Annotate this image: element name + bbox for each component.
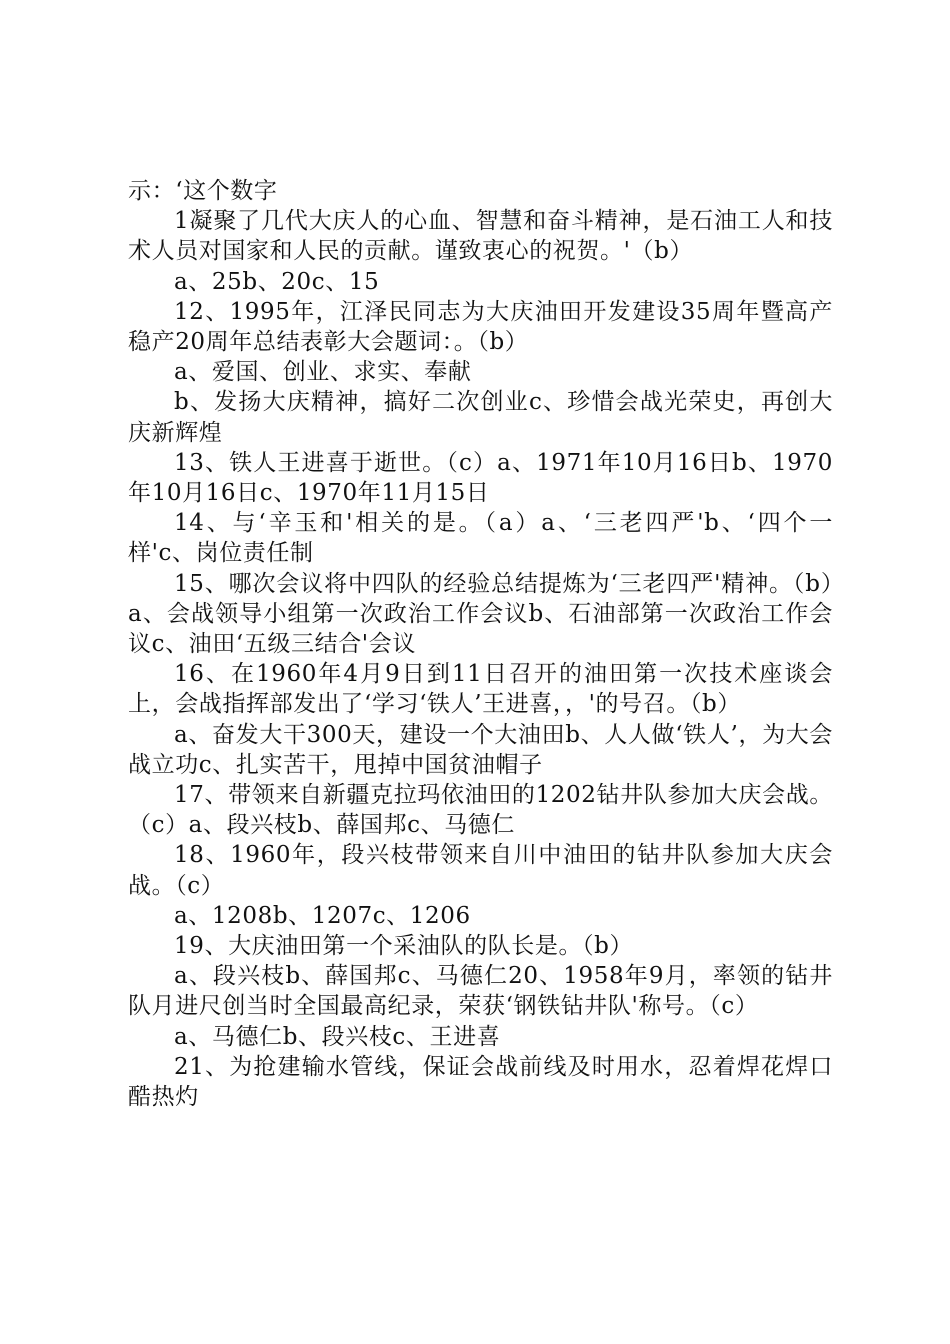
paragraph: 1凝聚了几代大庆人的心血、智慧和奋斗精神，是石油工人和技术人员对国家和人民的贡献。谨致衷心的祝贺。'（b） — [128, 208, 833, 265]
paragraph: 16、在1960年4月9日到11日召开的油田第一次技术座谈会上，会战指挥部发出了‘学习‘铁人’王进喜，，'的号召。（b） — [128, 661, 833, 718]
document-body — [128, 176, 833, 1112]
paragraph: 18、1960年，段兴枝带领来自川中油田的钻井队参加大庆会战。（c） — [128, 842, 833, 899]
paragraph: a、奋发大干300天，建设一个大油田b、人人做‘铁人’，为大会战立功c、扎实苦干，甩掉中国贫油帽子 — [128, 721, 833, 778]
paragraph: a、爱国、创业、求实、奉献 — [174, 359, 472, 386]
paragraph: 21、为抢建输水管线，保证会战前线及时用水，忍着焊花焊口酷热灼 — [128, 1053, 833, 1111]
paragraph: a、马德仁b、段兴枝c、王进喜 — [174, 1023, 501, 1050]
paragraph: 19、大庆油田第一个采油队的队长是。（b） — [174, 933, 634, 960]
paragraph: 17、带领来自新疆克拉玛依油田的1202钻井队参加大庆会战。（c）a、段兴枝b、薛国邦c、马德仁 — [128, 782, 833, 839]
paragraph: 14、与‘辛玉和'相关的是。（a）a、‘三老四严'b、‘四个一样'c、岗位责任制 — [128, 510, 833, 567]
paragraph: 15、哪次会议将中四队的经验总结提炼为‘三老四严'精神。（b）a、会战领导小组第一次政治工作会议b、石油部第一次政治工作会议c、油田‘五级三结合'会议 — [128, 570, 833, 658]
paragraph: b、发扬大庆精神，搞好二次创业c、珍惜会战光荣史，再创大庆新辉煌 — [128, 389, 833, 446]
paragraph: 13、铁人王进喜于逝世。（c）a、1971年10月16日b、1970年10月16日c、1970年11月15日 — [128, 449, 833, 507]
paragraph: a、段兴枝b、薛国邦c、马德仁20、1958年9月，率领的钻井队月进尺创当时全国最高纪录，荣获‘钢铁钻井队'称号。（c） — [128, 963, 833, 1020]
paragraph: a、1208b、1207c、1206 — [174, 902, 471, 929]
paragraph: 12、1995年，江泽民同志为大庆油田开发建设35周年暨高产稳产20周年总结表彰大会题词：。（b） — [128, 298, 833, 356]
paragraph: a、25b、20c、15 — [174, 268, 380, 295]
paragraph: 示：‘这个数字 — [128, 178, 278, 204]
